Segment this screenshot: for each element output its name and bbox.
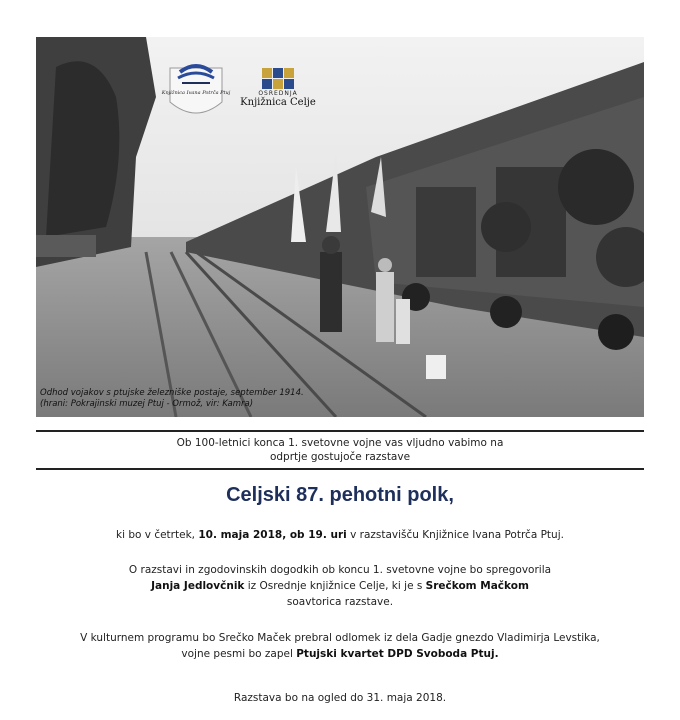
photo-caption-line1: Odhod vojakov s ptujske železniške postaje, september 1914.	[40, 388, 304, 398]
program-line2	[36, 646, 644, 662]
speaker-paragraph	[36, 562, 644, 610]
intro-text	[36, 436, 644, 464]
intro-line2: odprtje gostujoče razstave	[269, 451, 411, 463]
intro-line1: Ob 100-letnici konca 1. svetovne vojne vas vljudno vabimo na	[176, 437, 504, 449]
speaker-line2	[36, 578, 644, 594]
library-ptuj-logo	[160, 50, 232, 125]
exhibition-title: Celjski 87. pehotni polk,	[226, 484, 454, 506]
historical-photo	[36, 37, 644, 417]
speaker-mid: iz Osrednje knjižnice Celje, ki je s	[244, 580, 426, 592]
speaker-line1: O razstavi in zgodovinskih dogodkih ob koncu 1. svetovne vojne bo spregovorila	[128, 564, 552, 576]
divider-top	[36, 430, 644, 432]
library-ptuj-logo-text: Knjižnica Ivana Potrča Ptuj	[161, 90, 231, 96]
photo-caption-line2: (hrani: Pokrajinski muzej Ptuj - Ormož, vir: Kamra)	[40, 399, 254, 409]
speaker-name1: Janja Jedlovčnik	[151, 580, 245, 592]
event-date: 10. maja 2018, ob 19. uri	[198, 529, 347, 541]
event-time-post: v razstavišču Knjižnice Ivana Potrča Ptuj.	[346, 529, 564, 541]
library-celje-logo	[238, 66, 318, 114]
event-time	[36, 527, 644, 543]
program-paragraph	[36, 630, 644, 662]
speaker-name2: Srečkom Mačkom	[425, 580, 529, 592]
program-performer: Ptujski kvartet DPD Svoboda Ptuj.	[296, 648, 499, 660]
speaker-line3: soavtorica razstave.	[286, 596, 394, 608]
photo-caption	[40, 388, 400, 410]
library-celje-logo-top: OSREDNJA	[258, 90, 298, 97]
closing-text: Razstava bo na ogled do 31. maja 2018.	[233, 692, 447, 704]
program-line2-pre: vojne pesmi bo zapel	[181, 648, 297, 660]
program-line1: V kulturnem programu bo Srečko Maček prebral odlomek iz dela Gadje gnezdo Vladimirja Levstika,	[80, 632, 600, 644]
divider-bottom	[36, 468, 644, 470]
event-time-pre: ki bo v četrtek,	[116, 529, 199, 541]
library-celje-logo-bottom: Knjižnica Celje	[240, 97, 316, 108]
